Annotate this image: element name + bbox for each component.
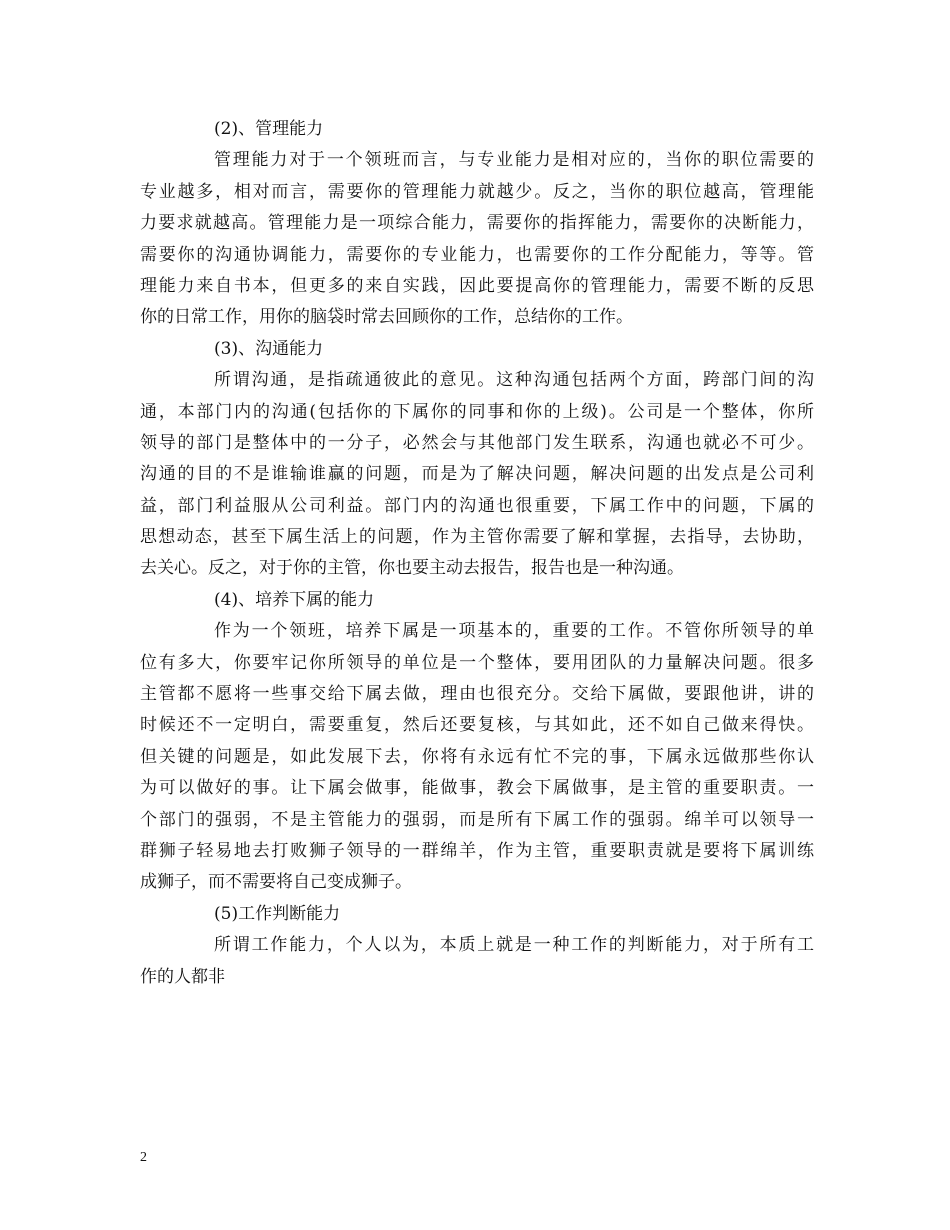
paragraph-line: 管理能力对于一个领班而言，与专业能力是相对应的，当你的职位需要的 [214,150,814,171]
section-heading-management: (2)、管理能力 [214,119,324,139]
body-text [140,114,814,993]
paragraph-line: 理能力来自书本，但更多的来自实践，因此要提高你的管理能力，需要不断的反思 [140,275,814,296]
paragraph-line: 思想动态，甚至下属生活上的问题，作为主管你需要了解和掌握，去指导，去协助， [140,527,814,548]
paragraph-line: 作的人都非 [140,966,225,987]
paragraph-line: 但关键的问题是，如此发展下去，你将有永远有忙不完的事，下属永远做那些你认 [140,746,814,767]
paragraph-line: 主管都不愿将一些事交给下属去做，理由也很充分。交给下属做，要跟他讲，讲的 [140,684,814,705]
paragraph-line: 领导的部门是整体中的一分子，必然会与其他部门发生联系，沟通也就必不可少。 [140,432,814,453]
paragraph-line: 去关心。反之，对于你的主管，你也要主动去报告，报告也是一种沟通。 [140,558,684,579]
paragraph-line: 通，本部门内的沟通(包括你的下属你的同事和你的上级)。公司是一个整体，你所 [140,401,814,422]
paragraph-line: 力要求就越高。管理能力是一项综合能力，需要你的指挥能力，需要你的决断能力， [140,213,814,234]
page-number: 2 [140,1150,147,1165]
paragraph-line: 群狮子轻易地去打败狮子领导的一群绵羊，作为主管，重要职责就是要将下属训练 [140,840,814,861]
paragraph-line: 时候还不一定明白，需要重复，然后还要复核，与其如此，还不如自己做来得快。 [140,715,814,736]
paragraph-line: 沟通的目的不是谁输谁赢的问题，而是为了解决问题，解决问题的出发点是公司利 [140,464,814,485]
paragraph-line: 你的日常工作，用你的脑袋时常去回顾你的工作，总结你的工作。 [140,307,633,328]
paragraph-line: 所谓沟通，是指疏通彼此的意见。这种沟通包括两个方面，跨部门间的沟 [214,370,814,391]
paragraph-line: 益，部门利益服从公司利益。部门内的沟通也很重要，下属工作中的问题，下属的 [140,495,814,516]
section-heading-communication: (3)、沟通能力 [214,338,324,359]
section-heading-training: (4)、培养下属的能力 [214,589,375,610]
paragraph-line: 位有多大，你要牢记你所领导的单位是一个整体，要用团队的力量解决问题。很多 [140,652,814,673]
paragraph-line: 个部门的强弱，不是主管能力的强弱，而是所有下属工作的强弱。绵羊可以领导一 [140,809,814,830]
paragraph-line: 成狮子，而不需要将自己变成狮子。 [140,872,412,893]
paragraph-line: 需要你的沟通协调能力，需要你的专业能力，也需要你的工作分配能力，等等。管 [140,244,814,265]
paragraph-line: 所谓工作能力，个人以为，本质上就是一种工作的判断能力，对于所有工 [214,935,814,956]
paragraph-line: 为可以做好的事。让下属会做事，能做事，教会下属做事，是主管的重要职责。一 [140,778,814,799]
paragraph-line: 作为一个领班，培养下属是一项基本的，重要的工作。不管你所领导的单 [214,621,814,642]
paragraph-line: 专业越多，相对而言，需要你的管理能力就越少。反之，当你的职位越高，管理能 [140,181,814,202]
section-heading-judgment: (5)工作判断能力 [214,903,341,924]
